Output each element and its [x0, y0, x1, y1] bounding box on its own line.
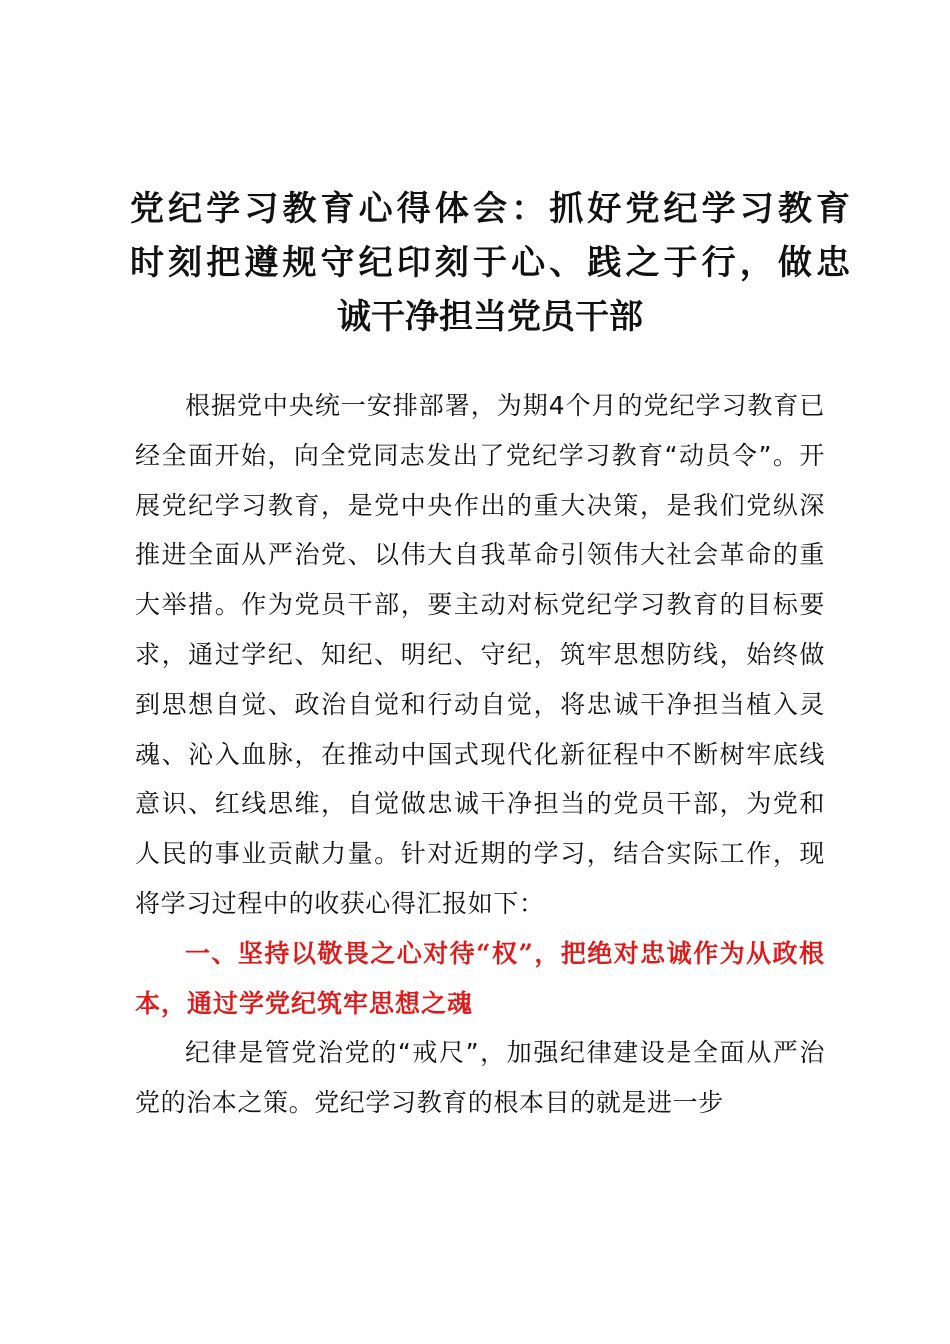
title-line-2: 时刻把遵规守纪印刻于心、践之于行，做忠: [130, 243, 850, 283]
title-line-3: 诚干净担当党员干部: [337, 297, 643, 337]
body-paragraph-2: 纪律是管党治党的“戒尺”，加强纪律建设是全面从严治党的治本之策。党纪学习教育的根本目的就是进一步: [135, 1038, 825, 1118]
document-body: [135, 381, 825, 1128]
document-title: [130, 182, 850, 344]
title-line-1: 党纪学习教育心得体会：抓好党纪学习教育: [130, 189, 850, 229]
body-paragraph-1: 根据党中央统一安排部署，为期4个月的党纪学习教育已经全面开始，向全党同志发出了党纪学习教育“动员令”。开展党纪学习教育，是党中央作出的重大决策，是我们党纵深推进全面从严治党、以伟大自我革命引领伟大社会革命的重大举措。作为党员干部，要主动对标党纪学习教育的目标要求，通过学纪、知纪、明纪、守纪，筑牢思想防线，始终做到思想自觉、政治自觉和行动自觉，将忠诚干净担当植入灵魂、沁入血脉，在推动中国式现代化新征程中不断树牢底线意识、红线思维，自觉做忠诚干净担当的党员干部，为党和人民的事业贡献力量。针对近期的学习，结合实际工作，现将学习过程中的收获心得汇报如下：: [135, 391, 825, 918]
section-heading-1: 一、坚持以敬畏之心对待“权”，把绝对忠诚作为从政根本，通过学党纪筑牢思想之魂: [135, 938, 825, 1018]
